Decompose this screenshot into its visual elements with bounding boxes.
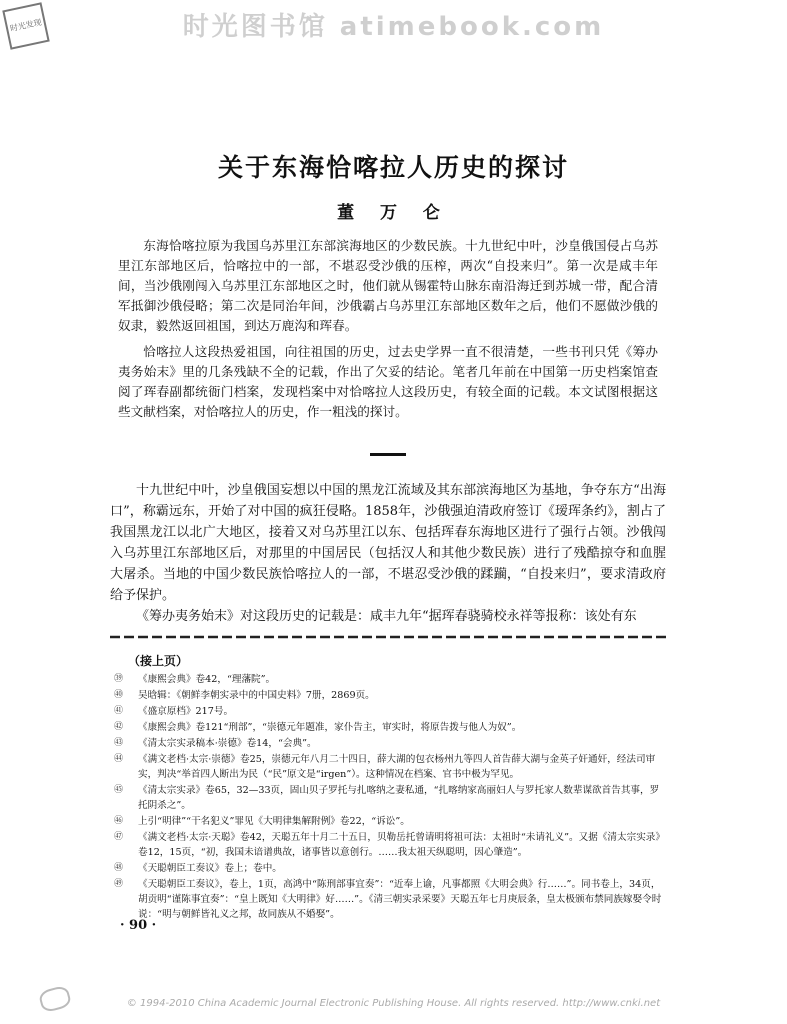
footnote-number: ㊼ [114,832,124,842]
abstract-paragraph: 恰喀拉人这段热爱祖国，向往祖国的历史，过去史学界一直不很清楚，一些书刊只凭《筹办夷务始末》里的几条残缺不全的记载，作出了欠妥的结论。笔者几年前在中国第一历史档案馆查阅了珲春副都统衙门档案，发现档案中对恰喀拉人这段历史，有较全面的记载。本文试图根据这些文献档案，对恰喀拉人的历史，作一粗浅的探讨。 [118,344,658,419]
footnote-item [114,752,666,782]
section-marker [370,453,406,456]
article-title: 关于东海恰喀拉人历史的探讨 [217,153,569,182]
footnote-item [114,830,666,860]
footnote-text: 《康熙会典》卷42，“理藩院”。 [138,674,276,685]
body-text [110,480,666,627]
body-paragraph: 《筹办夷务始末》对这段历史的记载是：咸丰九年“据珲春骁骑校永祥等报称：该处有东 [136,609,637,624]
footnote-item [114,720,666,735]
page-number: · 90 · [120,918,157,933]
footnote-number: ㊵ [114,690,124,700]
abstract-paragraph: 东海恰喀拉原为我国乌苏里江东部滨海地区的少数民族。十九世纪中叶，沙皇俄国侵占乌苏里江东部地区后，恰喀拉中的一部，不堪忍受沙俄的压榨，两次“自投来归”。第一次是咸丰年间，当沙俄刚闯入乌苏里江东部地区之时，他们就从锡霍特山脉东南沿海迁到苏城一带，配合清军抵御沙俄侵略；第二次是同治年间，沙俄霸占乌苏里江东部地区数年之后，他们不愿做沙俄的奴隶，毅然返回祖国，到达万鹿沟和珲春。 [118,238,658,333]
section-divider [110,633,666,641]
footnote-item [114,783,666,813]
footnote-item [114,672,666,687]
section-marker-text [370,453,371,454]
body-paragraph: 十九世纪中叶，沙皇俄国妄想以中国的黑龙江流域及其东部滨海地区为基地，争夺东方“出海口”，称霸远东，开始了对中国的疯狂侵略。1858年，沙俄强迫清政府签订《瑷珲条约》，割占了我国黑龙江以北广大地区，接着又对乌苏里江以东、包括珲春东海地区进行了强行占领。沙俄闯入乌苏里江东部地区后，对那里的中国居民（包括汉人和其他少数民族）进行了残酷掠夺和血腥大屠杀。当地的中国少数民族恰喀拉人的一部，不堪忍受沙俄的蹂躏，“自投来归”，要求清政府给予保护。 [110,483,666,603]
article-author: 董 万 仑 [337,203,450,223]
footnote-item [114,688,666,703]
footnote-text: 《天聪朝臣工奏议》，卷上，1页，高鸿中“陈刑部事宜奏”：“近奉上谕，凡事都照《大明会典》行……”。同书卷上，34页，胡贡明“谨陈事宜奏”：“皇上既知《大明律》好……”。《清三朝实录采要》天聪五年七月庚辰条，皇太极颁布禁同族嫁娶令时说：“明与朝鲜皆礼义之邦，故同族从不婚娶”。 [138,879,662,920]
footnote-text: 《满文老档·太宗·天聪》卷42，天聪五年十月二十五日，贝勒岳托曾请明将祖可法：太祖时“未请礼义”。又据《清太宗实录》卷12，15页，“初，我国未谙谱典故，诸事皆以意创行。……我太祖天纵聪明，因心肇造”。 [138,832,665,858]
footnote-number: ㊾ [114,879,124,889]
footnote-item [114,877,666,922]
footnote-text: 《天聪朝臣工奏议》卷上；卷中。 [138,863,282,874]
footnote-number: ㊴ [114,674,124,684]
copyright-footer: © 1994-2010 China Academic Journal Electronic Publishing House. All rights reserved. http://www.cnki.net [126,997,661,1009]
footnote-text: 上引“明律”“干名犯义”罪见《大明律集解附例》卷22，“诉讼”。 [138,816,410,827]
footnote-text: 吴晗辑：《朝鲜李朝实录中的中国史料》7册，2869页。 [138,690,375,701]
footnote-number: ㊸ [114,738,124,748]
footnote-item [114,704,666,719]
footnote-number: ㊶ [114,706,124,716]
footnote-text: 《盛京原档》217号。 [138,706,234,717]
footnote-item [114,861,666,876]
footnote-item [114,814,666,829]
footnote-item [114,736,666,751]
footnote-text: 《康熙会典》卷121“刑部”，“崇德元年题准，家仆告主，审实时，将原告拨与他人为奴”。 [138,722,522,733]
footnote-number: ㊽ [114,863,124,873]
footnote-number: ㊺ [114,785,124,795]
footnote-number: ㊻ [114,816,124,826]
footnote-text: 《清太宗实录》卷65，32—33页，固山贝子罗托与扎喀纳之妻私通，“扎喀纳家高丽妇人与罗托家人数辈谋欲首告其事，罗托阴杀之”。 [138,785,660,811]
footnote-text: 《清太宗实录稿本·崇德》卷14，“会典”。 [138,738,317,749]
footnote-text: 《满文老档·太宗·崇德》卷25，崇德元年八月二十四日，薛大湖的包衣杨州九等四人首告薛大湖与金英子奸通奸，经法司审实，判决“举首四人断出为民（“民”原文是“irgen”）。这种情况在档案、官书中极为罕见。 [138,754,656,780]
footnote-number: ㊷ [114,722,124,732]
footnotes-list [114,672,666,923]
notes-heading: （接上页） [128,654,189,668]
abstract [118,236,658,422]
footnote-number: ㊹ [114,754,124,764]
site-watermark: 时光图书馆 atimebook.com [182,12,605,42]
library-seal: 时光发现 [2,2,49,49]
